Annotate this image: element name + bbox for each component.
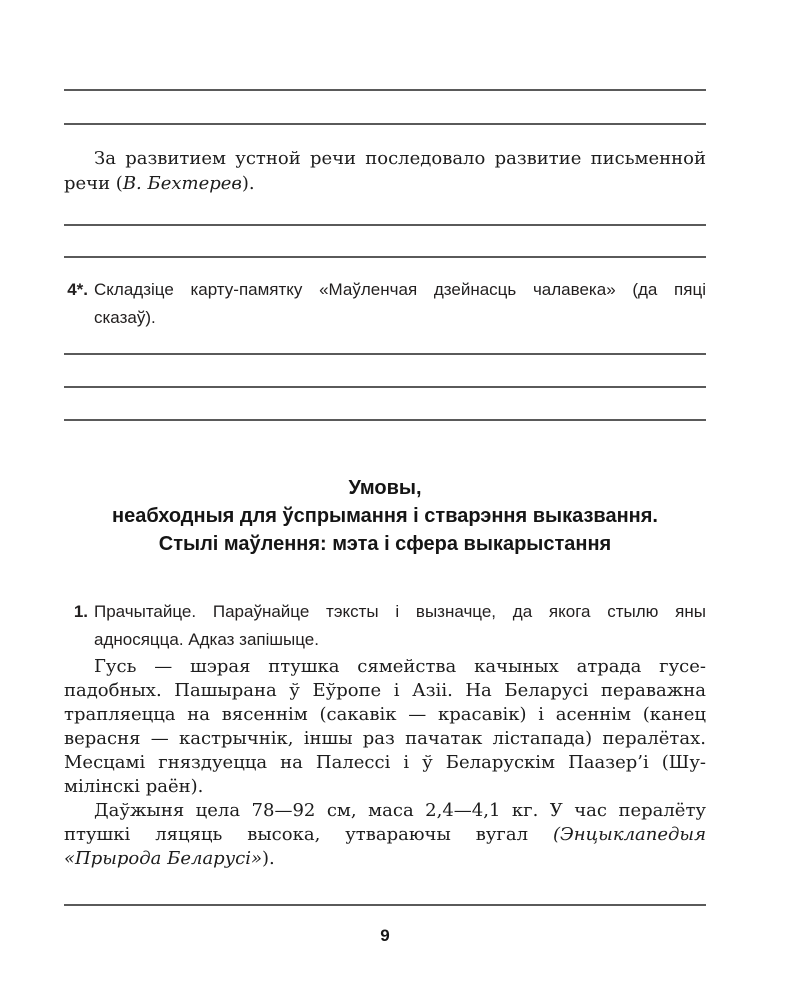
exercise-1-text	[94, 598, 706, 654]
ruled-line	[64, 256, 706, 258]
text-line	[64, 823, 706, 847]
heading-line-1: Умовы,	[348, 477, 422, 499]
ruled-line	[64, 89, 706, 91]
exercise-4-line-2: сказаў).	[94, 308, 156, 327]
goose-paragraph-1	[64, 655, 706, 799]
ruled-line	[64, 353, 706, 355]
exercise-4-line-1: Складзіце карту-памятку «Маўленчая дзейнасць чалавека» (да пяці	[94, 280, 706, 299]
excerpt-line-2	[64, 171, 706, 196]
text-line-end: ).	[262, 848, 275, 869]
exercise-4	[64, 276, 706, 332]
text-line: Гусь — шэрая птушка сямейства качыных атрада гусе-	[94, 656, 706, 677]
excerpt-line-2-end: ).	[241, 173, 255, 194]
exercise-1-number: 1.	[73, 602, 88, 621]
text-line-plain: птушкі ляцяць высока, утвараючы вугал	[64, 824, 553, 845]
exercise-1-line-1: Прачытайце. Параўнайце тэксты і вызначце, да якога стылю яны	[94, 602, 706, 621]
text-line: Месцамі гняздуецца на Палессі і ў Беларускім Паазер’і (Шу-	[64, 752, 706, 773]
ruled-line	[64, 386, 706, 388]
exercise-4-number: 4*.	[67, 280, 88, 299]
text-line	[64, 847, 706, 871]
section-heading	[64, 474, 706, 558]
heading-line-2: неабходныя для ўспрымання і стварэння выказвання.	[112, 505, 658, 527]
ruled-line	[64, 419, 706, 421]
ruled-line	[64, 224, 706, 226]
text-line: падобных. Пашырана ў Еўропе і Азіі. На Беларусі пераважна	[64, 680, 706, 701]
russian-excerpt	[64, 146, 706, 196]
source-attribution: (Энцыклапедыя	[552, 824, 706, 845]
text-line: Даўжыня цела 78—92 см, маса 2,4—4,1 кг. У час пералёту	[94, 800, 706, 821]
exercise-4-text	[94, 276, 706, 332]
exercise-1	[64, 598, 706, 654]
page-number: 9	[380, 926, 390, 945]
excerpt-line-2-text: речи (	[64, 173, 123, 194]
exercise-1-line-2: адносяцца. Адказ запішыце.	[94, 630, 319, 649]
excerpt-line-1: За развитием устной речи последовало развитие письменной	[94, 148, 706, 169]
author-attribution: В. Бехтерев	[122, 173, 242, 194]
text-line: мілінскі раён).	[64, 776, 204, 797]
page-footer-rule	[64, 904, 706, 906]
ruled-line	[64, 123, 706, 125]
heading-line-3: Стылі маўлення: мэта і сфера выкарыстання	[158, 533, 612, 555]
text-line: трапляецца на вясеннім (сакавік — красавік) і асеннім (канец	[64, 704, 706, 725]
source-attribution: «Прырода Беларусі»	[64, 848, 262, 869]
goose-paragraph-2	[64, 799, 706, 871]
text-line: верасня — кастрычнік, іншы раз пачатак лістапада) пералётах.	[64, 728, 706, 749]
